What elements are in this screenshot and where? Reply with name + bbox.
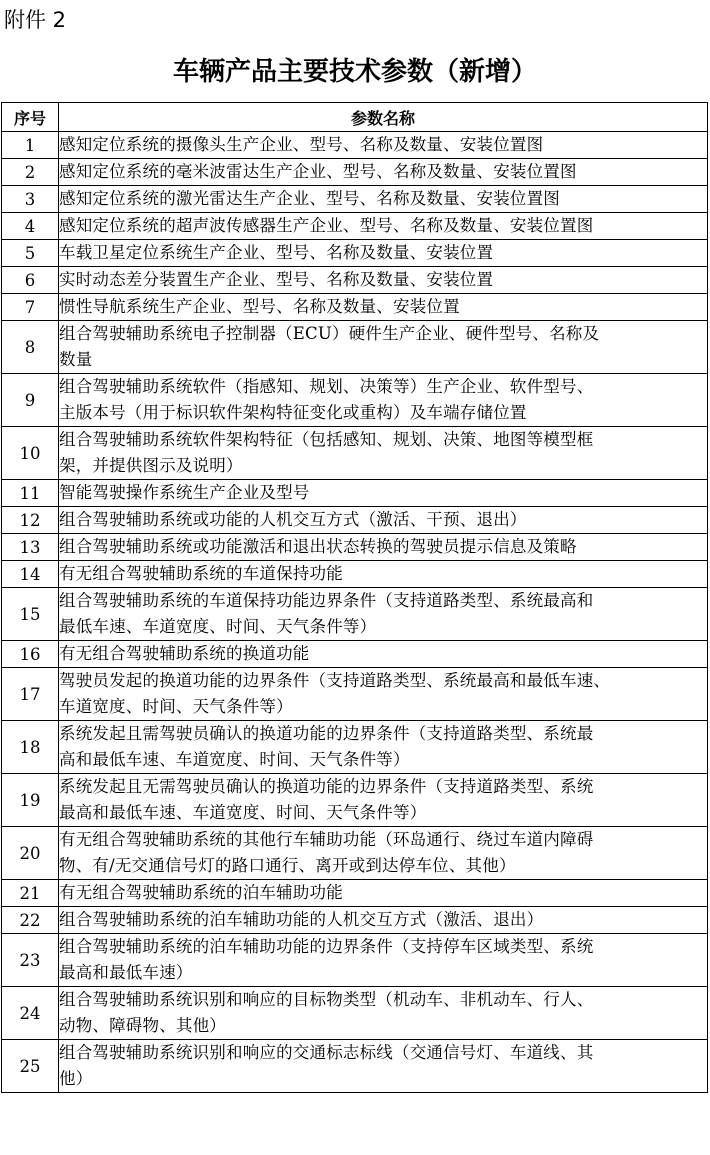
annex-label: 附件 2 [4,8,67,32]
parameter-name-line: 架，并提供图示及说明） [59,456,243,475]
parameter-name-cell [59,132,708,159]
parameter-name-line: 数量 [59,350,93,369]
parameter-name-line: 惯性导航系统生产企业、型号、名称及数量、安装位置 [59,297,460,316]
parameter-name-line: 系统发起且需驾驶员确认的换道功能的边界条件（支持道路类型、系统最 [59,724,594,743]
parameter-name-cell [59,186,708,213]
parameter-name-line: 组合驾驶辅助系统的泊车辅助功能的人机交互方式（激活、退出） [59,910,544,929]
parameter-name-line: 驾驶员发起的换道功能的边界条件（支持道路类型、系统最高和最低车速、 [59,671,611,690]
table-row [2,827,708,880]
row-number: 16 [2,641,59,668]
parameter-name-cell [59,374,708,427]
table-row [2,721,708,774]
parameter-name-cell [59,213,708,240]
table-row [2,132,708,159]
parameter-name-cell [59,987,708,1040]
parameter-name-line: 有无组合驾驶辅助系统的其他行车辅助功能（环岛通行、绕过车道内障碍 [59,830,594,849]
parameter-name-line: 组合驾驶辅助系统识别和响应的交通标志标线（交通信号灯、车道线、其 [59,1043,594,1062]
parameter-name-cell [59,721,708,774]
parameter-name-line: 组合驾驶辅助系统或功能激活和退出状态转换的驾驶员提示信息及策略 [59,537,577,556]
row-number: 15 [2,588,59,641]
row-number: 23 [2,934,59,987]
table-row [2,507,708,534]
table-row [2,880,708,907]
row-number: 2 [2,159,59,186]
table-header-row [2,103,708,132]
row-number: 8 [2,321,59,374]
table-row [2,534,708,561]
parameter-name-line: 动物、障碍物、其他） [59,1016,226,1035]
parameter-name-cell [59,534,708,561]
table-row [2,294,708,321]
row-number: 9 [2,374,59,427]
row-number: 21 [2,880,59,907]
parameter-name-line: 高和最低车速、车道宽度、时间、天气条件等） [59,750,410,769]
row-number: 12 [2,507,59,534]
table-row [2,186,708,213]
parameter-name-cell [59,934,708,987]
parameter-name-line: 最低车速、车道宽度、时间、天气条件等） [59,617,377,636]
row-number: 20 [2,827,59,880]
parameter-name-cell [59,294,708,321]
parameter-name-line: 组合驾驶辅助系统的车道保持功能边界条件（支持道路类型、系统最高和 [59,591,594,610]
row-number: 18 [2,721,59,774]
page-title: 车辆产品主要技术参数（新增） [172,57,537,87]
row-number: 7 [2,294,59,321]
parameter-name-cell [59,267,708,294]
parameter-name-line: 组合驾驶辅助系统或功能的人机交互方式（激活、干预、退出） [59,510,527,529]
table-row [2,480,708,507]
parameter-name-cell [59,668,708,721]
row-number: 6 [2,267,59,294]
table-row [2,561,708,588]
table-row [2,267,708,294]
parameter-name-line: 组合驾驶辅助系统识别和响应的目标物类型（机动车、非机动车、行人、 [59,990,594,1009]
parameter-name-line: 系统发起且无需驾驶员确认的换道功能的边界条件（支持道路类型、系统 [59,777,594,796]
parameter-name-line: 感知定位系统的激光雷达生产企业、型号、名称及数量、安装位置图 [59,189,560,208]
parameter-name-cell [59,507,708,534]
column-header-number: 序号 [2,103,59,132]
row-number: 24 [2,987,59,1040]
parameter-name-cell [59,641,708,668]
parameter-name-line: 最高和最低车速） [59,963,193,982]
parameter-name-line: 车道宽度、时间、天气条件等） [59,697,293,716]
table-row [2,668,708,721]
parameter-name-line: 感知定位系统的超声波传感器生产企业、型号、名称及数量、安装位置图 [59,216,594,235]
parameter-name-cell [59,427,708,480]
parameter-name-cell [59,907,708,934]
row-number: 22 [2,907,59,934]
parameter-name-cell [59,159,708,186]
parameter-name-line: 组合驾驶辅助系统的泊车辅助功能的边界条件（支持停车区域类型、系统 [59,937,594,956]
parameter-name-cell [59,880,708,907]
table-row [2,213,708,240]
parameter-name-line: 有无组合驾驶辅助系统的换道功能 [59,644,310,663]
parameter-name-line: 组合驾驶辅助系统软件架构特征（包括感知、规划、决策、地图等模型框 [59,430,594,449]
table-row [2,321,708,374]
table-row [2,427,708,480]
parameter-name-cell [59,588,708,641]
row-number: 19 [2,774,59,827]
parameter-name-line: 有无组合驾驶辅助系统的泊车辅助功能 [59,883,343,902]
parameter-name-cell [59,321,708,374]
parameter-name-line: 有无组合驾驶辅助系统的车道保持功能 [59,564,343,583]
column-header-parameter-name: 参数名称 [59,103,708,132]
row-number: 4 [2,213,59,240]
table-body [2,132,708,1093]
row-number: 1 [2,132,59,159]
parameter-name-line: 主版本号（用于标识软件架构特征变化或重构）及车端存储位置 [59,403,527,422]
parameter-name-line: 智能驾驶操作系统生产企业及型号 [59,483,310,502]
row-number: 14 [2,561,59,588]
table-row [2,1040,708,1093]
table-row [2,641,708,668]
parameter-name-cell [59,774,708,827]
table-row [2,774,708,827]
row-number: 5 [2,240,59,267]
parameter-name-line: 车载卫星定位系统生产企业、型号、名称及数量、安装位置 [59,243,494,262]
row-number: 13 [2,534,59,561]
parameter-name-line: 最高和最低车速、车道宽度、时间、天气条件等） [59,803,427,822]
table-row [2,987,708,1040]
row-number: 17 [2,668,59,721]
parameter-name-line: 感知定位系统的摄像头生产企业、型号、名称及数量、安装位置图 [59,135,544,154]
parameter-name-cell [59,240,708,267]
row-number: 10 [2,427,59,480]
parameter-name-cell [59,827,708,880]
parameter-name-cell [59,561,708,588]
table-row [2,588,708,641]
row-number: 11 [2,480,59,507]
parameter-name-cell [59,1040,708,1093]
parameter-name-cell [59,480,708,507]
parameter-name-line: 他） [59,1069,93,1088]
table-row [2,907,708,934]
parameter-name-line: 物、有/无交通信号灯的路口通行、离开或到达停车位、其他） [59,856,516,875]
parameters-table [1,102,708,1093]
parameter-name-line: 组合驾驶辅助系统软件（指感知、规划、决策等）生产企业、软件型号、 [59,377,594,396]
parameter-name-line: 实时动态差分装置生产企业、型号、名称及数量、安装位置 [59,270,494,289]
parameter-name-line: 感知定位系统的毫米波雷达生产企业、型号、名称及数量、安装位置图 [59,162,577,181]
table-row [2,240,708,267]
row-number: 3 [2,186,59,213]
table-row [2,159,708,186]
table-row [2,374,708,427]
table-row [2,934,708,987]
row-number: 25 [2,1040,59,1093]
parameter-name-line: 组合驾驶辅助系统电子控制器（ECU）硬件生产企业、硬件型号、名称及 [59,324,600,343]
